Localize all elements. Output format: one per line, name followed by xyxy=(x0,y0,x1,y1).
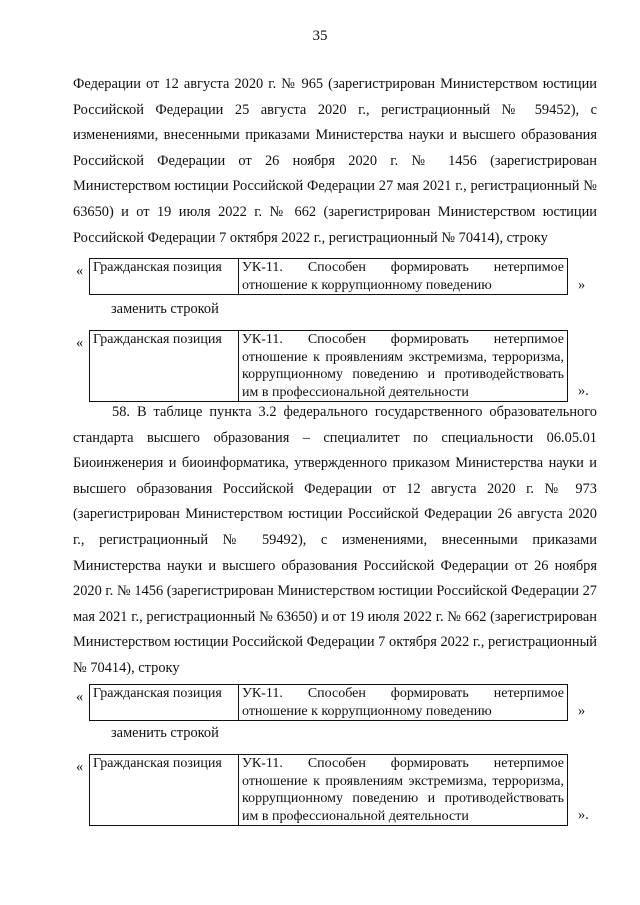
description-line: им в профессиональной деятельности xyxy=(242,808,469,824)
quote-open: « xyxy=(76,689,84,705)
competence-category-cell: Гражданская позиция xyxy=(90,685,239,721)
competence-description-cell xyxy=(239,259,568,295)
new-row-table-2 xyxy=(89,754,568,826)
description-line: УК-11. Способен формировать нетерпимое xyxy=(242,260,564,275)
description-line: УК-11. Способен формировать нетерпимое xyxy=(242,756,564,771)
competence-category-cell: Гражданская позиция xyxy=(90,331,239,402)
competence-description-cell xyxy=(239,331,568,402)
quote-open: « xyxy=(76,335,84,351)
competence-description-cell xyxy=(239,755,568,826)
old-row-table-1 xyxy=(89,258,568,295)
new-row-table-1 xyxy=(89,330,568,402)
quote-open: « xyxy=(76,263,84,279)
quote-close: » xyxy=(578,703,586,719)
description-line: им в профессиональной деятельности xyxy=(242,384,469,400)
replace-with-text: заменить строкой xyxy=(111,301,219,317)
quote-open: « xyxy=(76,759,84,775)
replace-with-text: заменить строкой xyxy=(111,725,219,741)
description-line: коррупционному поведению и противодействовать xyxy=(242,367,564,382)
paragraph-57-continuation: Федерации от 12 августа 2020 г. № 965 (зарегистрирован Министерством юстиции Российской Федерации 25 августа 2020 г., регистрационный № 59452), с изменениями, внесенными приказами Министерства науки и высшего образования Российской Федерации от 26 ноября 2020 г. № 1456 (зарегистрирован Министерством юстиции Российской Федерации 27 мая 2021 г., регистрационный № 63650) и от 19 июля 2022 г. № 662 (зарегистрирован Министерством юстиции Российской Федерации 7 октября 2022 г., регистрационный № 70414), строку xyxy=(73,76,597,246)
description-line: коррупционному поведению и противодействовать xyxy=(242,791,564,806)
description-line: отношение к проявлениям экстремизма, терроризма, xyxy=(242,773,564,789)
paragraph-58: 58. В таблице пункта 3.2 федерального государственного образовательного стандарта высшего образования – специалитет по специальности 06.05.01 Биоинженерия и биоинформатика, утвержденного приказом Министерства науки и высшего образования Российской Федерации от 12 августа 2020 г. № 973 (зарегистрирован Министерством юстиции Российской Федерации 26 августа 2020 г., регистрационный № 59492), с изменениями, внесенными приказами Министерства науки и высшего образования Российской Федерации от 26 ноября 2020 г. № 1456 (зарегистрирован Министерством юстиции Российской Федерации 27 мая 2021 г., регистрационный № 63650) и от 19 июля 2022 г. № 662 (зарегистрирован Министерством юстиции Российской Федерации 7 октября 2022 г., регистрационный № 70414), строку xyxy=(73,404,597,676)
competence-category-cell: Гражданская позиция xyxy=(90,755,239,826)
description-line: УК-11. Способен формировать нетерпимое xyxy=(242,686,564,701)
page-number: 35 xyxy=(312,28,328,44)
description-line: отношение к проявлениям экстремизма, терроризма, xyxy=(242,349,564,365)
old-row-table-2 xyxy=(89,684,568,721)
competence-description-cell xyxy=(239,685,568,721)
quote-close: ». xyxy=(578,383,589,399)
description-line: отношение к коррупционному поведению xyxy=(242,277,492,293)
quote-close: » xyxy=(578,277,586,293)
description-line: отношение к коррупционному поведению xyxy=(242,703,492,719)
competence-category-cell: Гражданская позиция xyxy=(90,259,239,295)
quote-close: ». xyxy=(578,807,589,823)
description-line: УК-11. Способен формировать нетерпимое xyxy=(242,332,564,347)
